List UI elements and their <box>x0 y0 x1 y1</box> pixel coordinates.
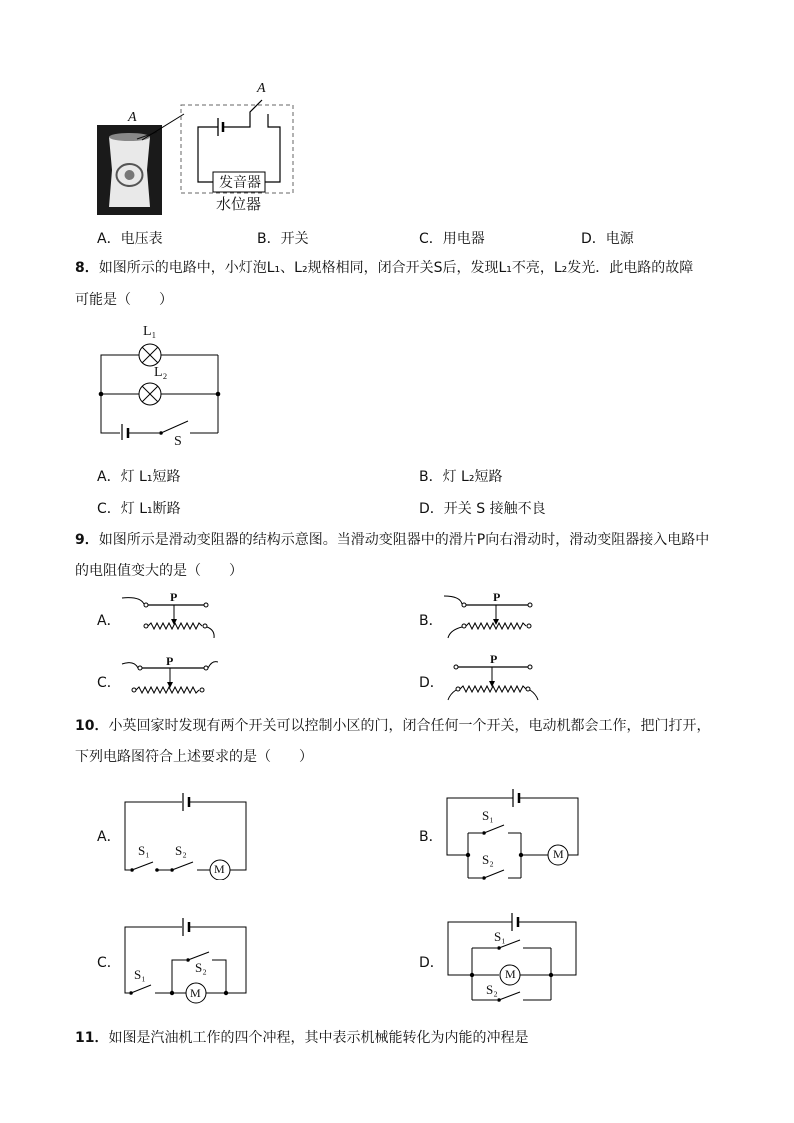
q10-circuit-c <box>120 915 252 1005</box>
q9-a-slider-label: P <box>170 590 178 604</box>
q8-option-d[interactable]: D．开关 S 接触不良 <box>419 501 546 517</box>
q10-stem-line2: 下列电路图符合上述要求的是（ ） <box>75 749 313 765</box>
q10-a-motor-label: M <box>214 862 225 876</box>
q8-stem-line1 <box>75 258 693 278</box>
q7-option-b[interactable]: B．开关 <box>257 231 309 247</box>
q11-stem-line1 <box>75 1028 528 1048</box>
q10-circuit-b <box>440 788 585 888</box>
q9-stem-line1 <box>75 530 709 550</box>
photo-label-a: A <box>128 110 137 125</box>
q9-number: 9． <box>75 532 99 548</box>
q9-rheostat-a <box>118 590 218 640</box>
q8-option-c[interactable]: C．灯 L₁断路 <box>97 501 181 517</box>
q10-d-s1-label: S₁ <box>494 929 506 944</box>
q10-b-motor-label: M <box>553 847 564 861</box>
q7-option-a[interactable]: A．电压表 <box>97 231 163 247</box>
q9-option-d[interactable]: D． <box>419 675 444 691</box>
q7-option-c[interactable]: C．用电器 <box>419 231 485 247</box>
q9-d-slider-label: P <box>490 652 498 666</box>
q10-text: 小英回家时发现有两个开关可以控制小区的门，闭合任何一个开关，电动机都会工作，把门打开， <box>108 718 711 734</box>
q9-text: 如图所示是滑动变阻器的结构示意图。当滑动变阻器中的滑片P向右滑动时，滑动变阻器接入电路中 <box>98 532 710 548</box>
circuit-label-a: A <box>257 81 266 96</box>
q10-c-s1-label: S₁ <box>134 967 146 982</box>
q8-option-b[interactable]: B．灯 L₂短路 <box>419 469 503 485</box>
q10-option-c[interactable]: C． <box>97 955 121 971</box>
q9-option-b[interactable]: B． <box>419 613 443 629</box>
q9-stem-line2: 的电阻值变大的是（ ） <box>75 563 243 579</box>
q10-option-b[interactable]: B． <box>419 829 443 845</box>
q10-c-motor-label: M <box>190 986 201 1000</box>
q8-label-l1: L₁ <box>143 324 157 339</box>
q11-text: 如图是汽油机工作的四个冲程，其中表示机械能转化为内能的冲程是 <box>108 1030 529 1046</box>
q10-a-s1-label: S₁ <box>138 843 150 858</box>
q8-label-s: S <box>174 434 182 449</box>
q10-stem-line1 <box>75 716 710 736</box>
q10-b-s1-label: S₁ <box>482 808 494 823</box>
q8-text: 如图所示的电路中，小灯泡L₁、L₂规格相同，闭合开关S后，发现L₁不亮，L₂发光．此电路的故障 <box>98 260 694 276</box>
q8-number: 8． <box>75 260 99 276</box>
sounder-label: 发音器 <box>219 175 261 191</box>
q9-option-a[interactable]: A． <box>97 613 121 629</box>
q11-number: 11． <box>75 1030 109 1046</box>
q10-circuit-a <box>120 790 252 880</box>
water-level-caption: 水位器 <box>216 195 262 213</box>
q10-option-d[interactable]: D． <box>419 955 444 971</box>
q9-b-slider-label: P <box>493 590 501 604</box>
q10-d-motor-label: M <box>505 967 516 981</box>
q8-label-l2: L₂ <box>154 365 168 380</box>
q7-option-d[interactable]: D．电源 <box>581 231 634 247</box>
q10-c-s2-label: S₂ <box>195 960 207 975</box>
q9-c-slider-label: P <box>166 654 174 668</box>
q9-rheostat-b <box>440 590 540 640</box>
q10-number: 10． <box>75 718 109 734</box>
q8-option-a[interactable]: A．灯 L₁短路 <box>97 469 181 485</box>
q10-option-a[interactable]: A． <box>97 829 121 845</box>
q10-circuit-d <box>444 908 584 1008</box>
q10-a-s2-label: S₂ <box>175 843 187 858</box>
q8-stem-line2: 可能是（ ） <box>75 292 173 308</box>
q10-d-s2-label: S₂ <box>486 982 498 997</box>
q10-b-s2-label: S₂ <box>482 852 494 867</box>
q9-option-c[interactable]: C． <box>97 675 121 691</box>
